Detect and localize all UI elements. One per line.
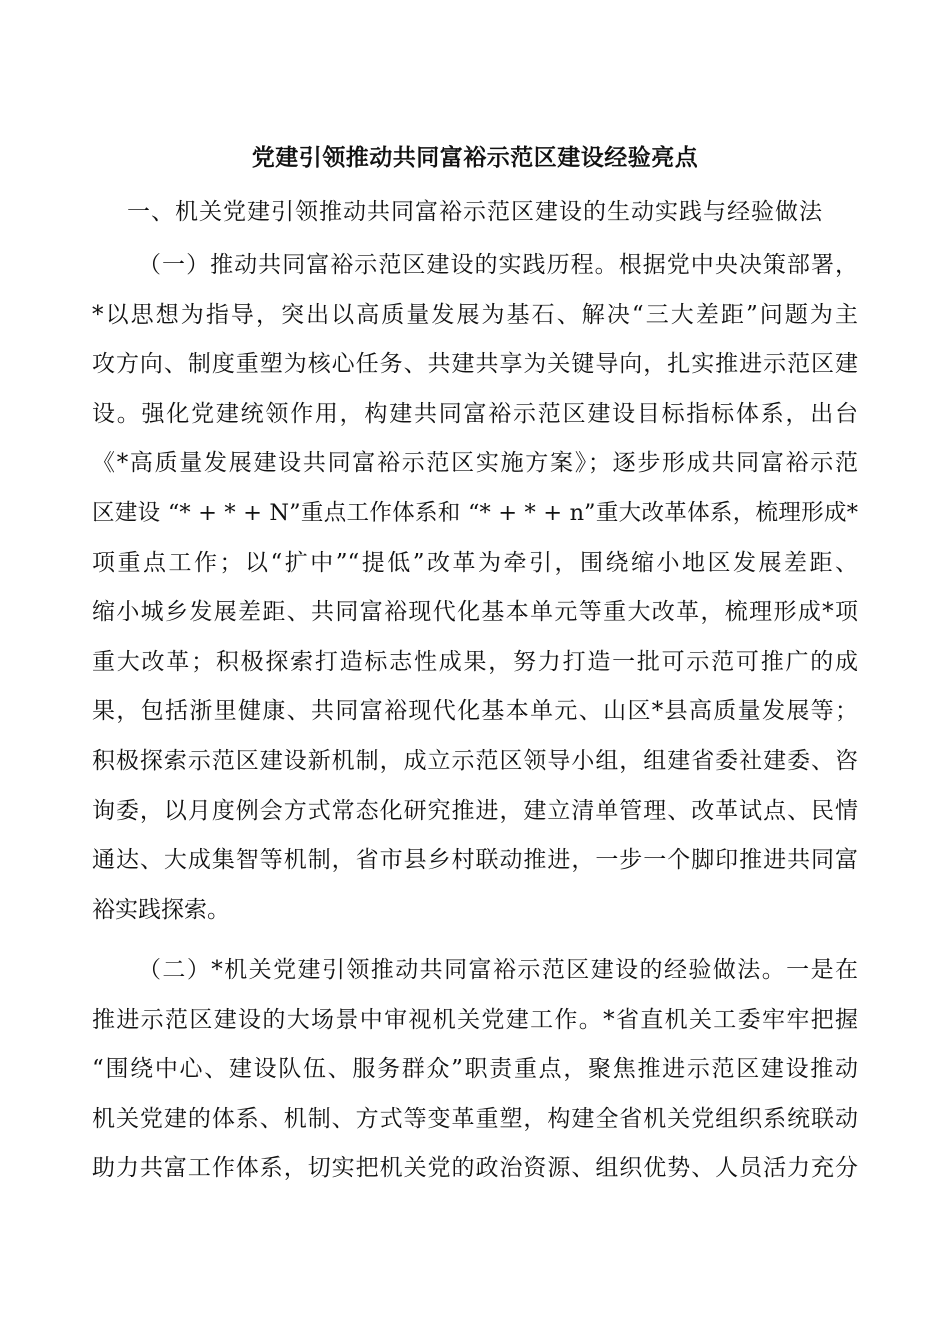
paragraph-line: 通达、大成集智等机制，省市县乡村联动推进，一步一个脚印推进共同富 <box>92 847 858 874</box>
paragraph-line: 设。强化党建统领作用，构建共同富裕示范区建设目标指标体系，出台 <box>92 400 858 427</box>
paragraph-line: *以思想为指导，突出以高质量发展为基石、解决“三大差距”问题为主 <box>92 301 858 328</box>
paragraph-2 <box>92 946 858 1194</box>
paragraph-line: 区建设 “* + * + N”重点工作体系和 “* + * + n”重大改革体系，梳理形成* <box>92 499 858 526</box>
paragraph-line: 询委，以月度例会方式常态化研究推进，建立清单管理、改革试点、民情 <box>92 797 858 824</box>
paragraph-line: 项重点工作；以“扩中”“提低”改革为牵引，围绕缩小地区发展差距、 <box>92 549 858 576</box>
paragraph-line: 缩小城乡发展差距、共同富裕现代化基本单元等重大改革，梳理形成*项 <box>92 599 858 626</box>
paragraph-line: 助力共富工作体系，切实把机关党的政治资源、组织优势、人员活力充分 <box>92 1155 858 1182</box>
paragraph-line: （二）*机关党建引领推动共同富裕示范区建设的经验做法。一是在 <box>138 957 858 983</box>
paragraph-line: 攻方向、制度重塑为核心任务、共建共享为关键导向，扎实推进示范区建 <box>92 351 858 378</box>
paragraph-1 <box>92 241 858 935</box>
paragraph-line: 机关党建的体系、机制、方式等变革重塑，构建全省机关党组织系统联动 <box>92 1105 858 1132</box>
paragraph-line: 积极探索示范区建设新机制，成立示范区领导小组，组建省委社建委、咨 <box>92 747 858 774</box>
document-title: 党建引领推动共同富裕示范区建设经验亮点 <box>251 144 699 171</box>
section-heading: 一、机关党建引领推动共同富裕示范区建设的生动实践与经验做法 <box>127 199 823 225</box>
paragraph-line: 重大改革；积极探索打造标志性成果，努力打造一批可示范可推广的成 <box>92 648 858 675</box>
paragraph-line: （一）推动共同富裕示范区建设的实践历程。根据党中央决策部署， <box>138 252 858 278</box>
paragraph-line: “围绕中心、建设队伍、服务群众”职责重点，聚焦推进示范区建设推动 <box>92 1056 858 1083</box>
paragraph-line: 《*高质量发展建设共同富裕示范区实施方案》；逐步形成共同富裕示范 <box>92 450 858 477</box>
paragraph-line: 推进示范区建设的大场景中审视机关党建工作。*省直机关工委牢牢把握 <box>92 1006 858 1033</box>
paragraph-line: 裕实践探索。 <box>92 896 230 923</box>
paragraph-line: 果，包括浙里健康、共同富裕现代化基本单元、山区*县高质量发展等； <box>92 698 858 725</box>
